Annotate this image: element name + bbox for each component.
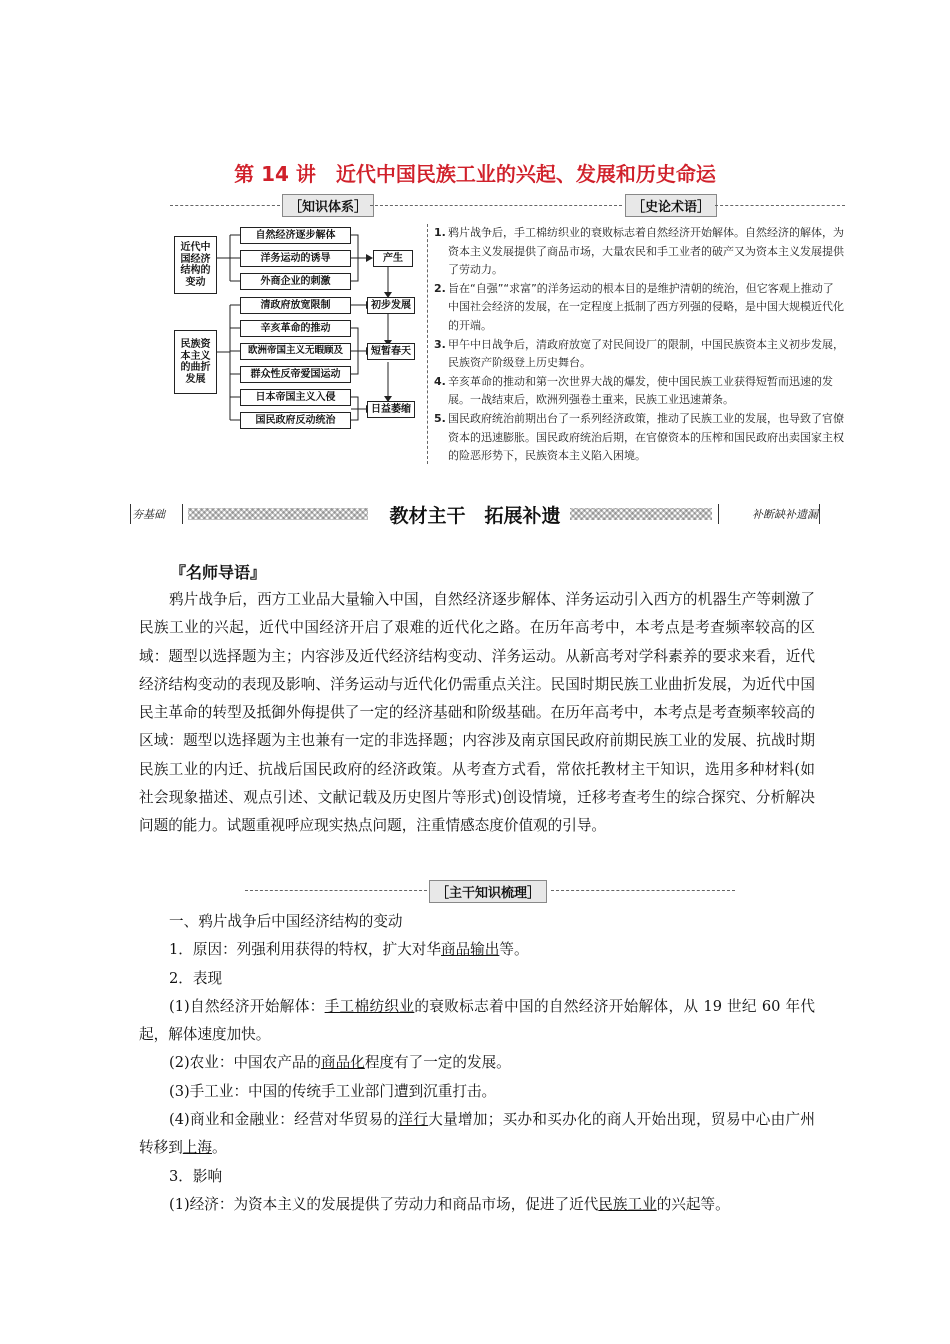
paragraph: 1．原因：列强利用获得的特权，扩大对华商品输出等。 bbox=[169, 941, 529, 959]
group-label-economic-structure: 近代中国经济结构的变动 bbox=[174, 236, 217, 294]
page-title: 第 14 讲 近代中国民族工业的兴起、发展和历史命运 bbox=[234, 162, 716, 186]
diagram-item: 日本帝国主义入侵 bbox=[240, 389, 351, 406]
banner-right-tag: 补断缺补遗漏 bbox=[752, 508, 818, 521]
list-item: 1. 鸦片战争后，手工棉纺织业的衰败标志着自然经济开始解体。自然经济的解体，为资本主义发展提供了商品市场，大量农民和手工业者的破产又为资本主义发展提供了劳动力。 bbox=[434, 226, 844, 277]
diagram-item: 欧洲帝国主义无暇顾及 bbox=[240, 343, 351, 360]
paragraph: 2．表现 bbox=[169, 969, 223, 987]
trunk-content bbox=[139, 908, 815, 1219]
diagram-item: 外商企业的刺激 bbox=[240, 273, 351, 290]
section-header-row bbox=[170, 194, 846, 218]
paragraph: 3．影响 bbox=[169, 1167, 223, 1185]
knowledge-system-tag: ［知识体系］ bbox=[282, 194, 374, 217]
history-terms-tag: ［史论术语］ bbox=[625, 194, 717, 217]
section-banner bbox=[130, 500, 820, 530]
paragraph: (1)经济：为资本主义的发展提供了劳动力和商品市场，促进了近代民族工业的兴起等。 bbox=[169, 1195, 730, 1213]
trunk-knowledge-tag: ［主干知识梳理］ bbox=[429, 880, 547, 903]
knowledge-diagram bbox=[170, 224, 425, 436]
list-item: 3. 甲午中日战争后，清政府放宽了对民间设厂的限制，中国民族资本主义初步发展，民族资产阶级登上历史舞台。 bbox=[434, 337, 844, 370]
stage-emergence: 产生 bbox=[373, 250, 413, 267]
stage-brief-spring: 短暂春天 bbox=[367, 343, 415, 360]
stage-decline: 日益萎缩 bbox=[367, 401, 415, 418]
diagram-item: 洋务运动的诱导 bbox=[240, 250, 351, 267]
list-item: 2. 旨在“自强”“求富”的洋务运动的根本目的是维护清朝的统治，但它客观上推动了中国社会经济的发展，在一定程度上抵制了西方列强的侵略，是中国大规模近代化的开端。 bbox=[434, 281, 844, 332]
banner-title: 教材主干 拓展补遗 bbox=[389, 505, 561, 527]
diagram-item: 国民政府反动统治 bbox=[240, 412, 351, 429]
guide-heading: 『名师导语』 bbox=[170, 563, 267, 582]
diagram-item: 清政府放宽限制 bbox=[240, 297, 351, 314]
checker-decoration bbox=[570, 508, 712, 520]
list-item: 5. 国民政府统治前期出台了一系列经济政策，推动了民族工业的发展，也导致了官僚资本的迅速膨胀。国民政府统治后期，在官僚资本的压榨和国民政府出卖国家主权的险恶形势下，民族资本主义陷入困境。 bbox=[434, 411, 844, 463]
diagram-item: 群众性反帝爱国运动 bbox=[240, 366, 351, 383]
paragraph: (3)手工业：中国的传统手工业部门遭到沉重打击。 bbox=[169, 1082, 497, 1100]
trunk-header-row bbox=[245, 880, 735, 900]
paragraph: (2)农业：中国农产品的商品化程度有了一定的发展。 bbox=[169, 1054, 511, 1072]
paragraph: (4)商业和金融业：经营对华贸易的洋行大量增加；买办和买办化的商人开始出现，贸易中心由广州转移到上海。 bbox=[139, 1111, 815, 1157]
diagram-item: 辛亥革命的推动 bbox=[240, 320, 351, 337]
history-terms-list bbox=[434, 224, 844, 466]
stage-initial-development: 初步发展 bbox=[367, 297, 415, 314]
guide-body: 鸦片战争后，西方工业品大量输入中国，自然经济逐步解体、洋务运动引入西方的机器生产等刺激了民族工业的兴起，近代中国经济开启了艰难的近代化之路。在历年高考中，本考点是考查频率较高的区域：题型以选择题为主；内容涉及近代经济结构变动、洋务运动。从新高考对学科素养的要求来看，近代经济结构变动的表现及影响、洋务运动与近代化仍需重点关注。民国时期民族工业曲折发展，为近代中国民主革命的转型及抵御外侮提供了一定的经济基础和阶级基础。在历年高考中，本考点是考查频率较高的区域：题型以选择题为主也兼有一定的非选择题；内容涉及南京国民政府前期民族工业的发展、抗战时期民族工业的内迁、抗战后国民政府的经济政策。从考查方式看，常依托教材主干知识，选用多种材料(如社会现象描述、观点引述、文献记载及历史图片等形式)创设情境，迁移考查考生的综合探究、分析解决问题的能力。试题重视呼应现实热点问题，注重情感态度价值观的引导。 bbox=[139, 591, 815, 835]
list-item: 4. 辛亥革命的推动和第一次世界大战的爆发，使中国民族工业获得短暂而迅速的发展。一战结束后，欧洲列强卷土重来，民族工业迅速萧条。 bbox=[434, 374, 833, 407]
divider bbox=[170, 205, 280, 206]
banner-left-tag: 夯基础 bbox=[132, 508, 165, 521]
divider bbox=[370, 205, 622, 206]
paragraph: (1)自然经济开始解体：手工棉纺织业的衰败标志着中国的自然经济开始解体，从 19 世纪 60 年代起，解体速度加快。 bbox=[139, 997, 815, 1044]
divider bbox=[715, 205, 845, 206]
heading-1: 一、鸦片战争后中国经济结构的变动 bbox=[169, 913, 403, 930]
diagram-item: 自然经济逐步解体 bbox=[240, 227, 351, 244]
group-label-national-capitalism: 民族资本主义的曲折发展 bbox=[174, 330, 217, 394]
column-divider bbox=[427, 224, 428, 464]
